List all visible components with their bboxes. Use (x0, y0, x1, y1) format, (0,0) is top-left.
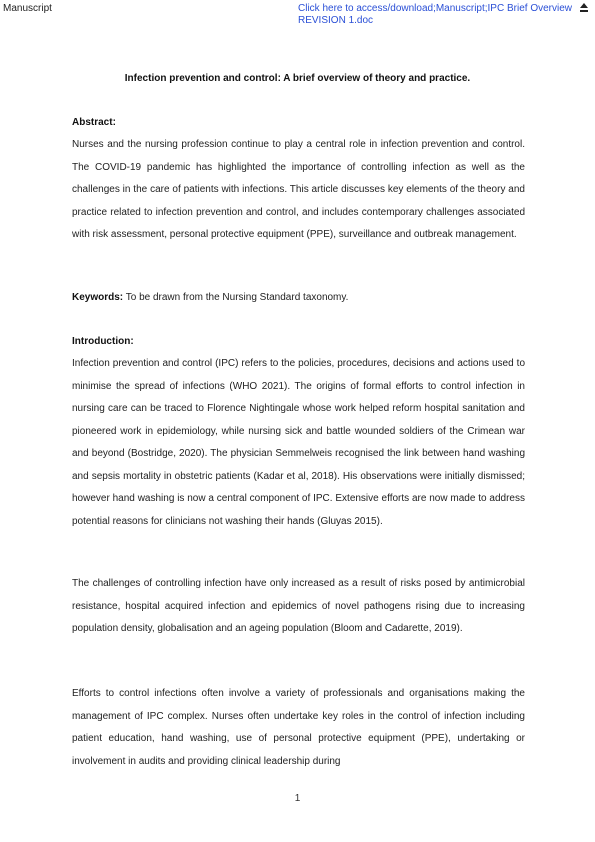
introduction-paragraph-2: The challenges of controlling infection have only increased as a result of risks posed by antimicrobial resistance, hospital acquired infection and epidemics of novel pathogens rising due to increasing population density, globalisation and an ageing population (Bloom and Cadarette, 2019). (72, 578, 525, 634)
document-title: Infection prevention and control: A brief overview of theory and practice. (124, 73, 471, 84)
abstract-paragraph: Nurses and the nursing profession continue to play a central role in infection prevention and control. The COVID-19 pandemic has highlighted the importance of controlling infection as well as the challenges in the care of patients with infections. This article discusses key elements of the theory and practice related to infection prevention and control, and includes contemporary challenges associated with risk assessment, personal protective equipment (PPE), surveillance and outbreak management. (72, 139, 525, 240)
abstract-heading: Abstract: (72, 117, 116, 128)
introduction-paragraph-3: Efforts to control infections often involve a variety of professionals and organisations making the management of IPC complex. Nurses often undertake key roles in the control of infection including patient education, hand washing, use of personal protective equipment (PPE), undertaking or involvement in audits and providing clinical leadership during (72, 688, 525, 767)
download-icon[interactable] (580, 3, 588, 13)
keywords-line (72, 292, 348, 303)
page-number: 1 (294, 793, 301, 804)
manuscript-label: Manuscript (3, 3, 52, 14)
introduction-paragraph-1: Infection prevention and control (IPC) refers to the policies, procedures, decisions and actions used to minimise the spread of infections (WHO 2021). The origins of formal efforts to control infection in nursing care can be traced to Florence Nightingale whose work helped reform hospital sanitation and pioneered work in epidemiology, while nursing sick and battle wounded soldiers of the Crimean war and beyond (Bostridge, 2020). The physician Semmelweis recognised the link between hand washing and sepsis mortality in obstetric patients (Kadar et al, 2018). His observations were initially dismissed; however hand washing is now a central component of IPC. Extensive efforts are now made to address potential reasons for clinicians not washing their hands (Gluyas 2015). (72, 358, 525, 527)
keywords-label: Keywords: (72, 292, 124, 303)
keywords-text: To be drawn from the Nursing Standard taxonomy. (123, 292, 349, 303)
download-link[interactable]: Click here to access/download;Manuscript;IPC Brief Overview REVISION 1.doc (298, 3, 572, 26)
introduction-heading: Introduction: (72, 336, 134, 347)
